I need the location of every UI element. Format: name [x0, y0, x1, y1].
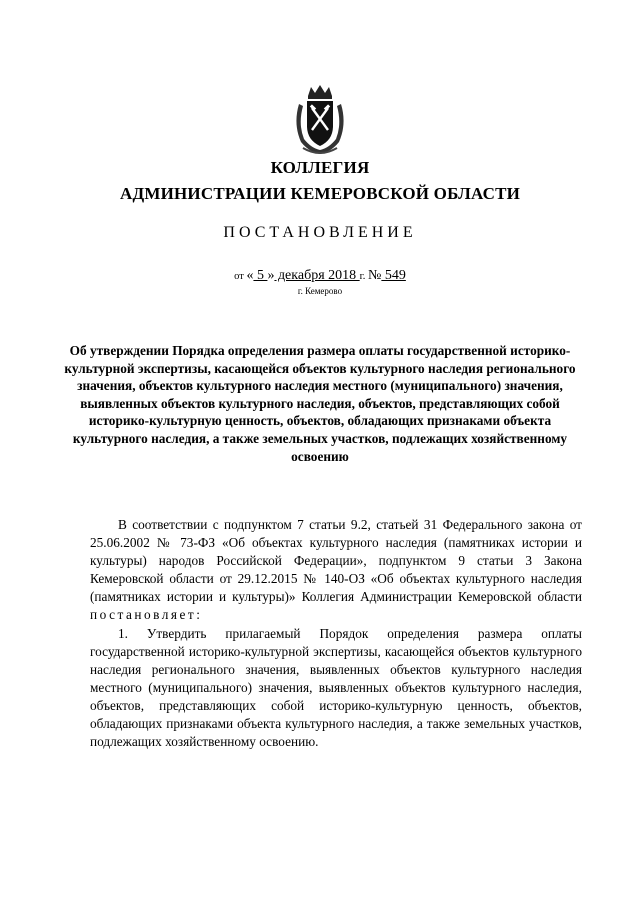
quote-open: «: [246, 268, 254, 283]
org-name-line2: АДМИНИСТРАЦИИ КЕМЕРОВСКОЙ ОБЛАСТИ: [119, 184, 521, 203]
document-number: 549: [381, 268, 406, 283]
org-name-line1: КОЛЛЕГИЯ: [270, 158, 370, 177]
preamble-text: В соответствии с подпунктом 7 статьи 9.2, статьей 31 Федерального закона от 25.06.2002 № 73-ФЗ «Об объектах культурного наследия (памятниках истории и культуры) народов Российской Федерации», подпунктом 9 статьи 3 Закона Кемеровской области от 29.12.2015 № 140-ОЗ «Об объектах культурного наследия (памятниках истории и культуры)» Коллегия Администрации Кемеровской области: [90, 517, 582, 605]
document-body: [90, 516, 582, 751]
quote-close: »: [267, 268, 275, 283]
document-title: Об утверждении Порядка определения размера оплаты государственной историко-культурной экспертизы, касающейся объектов культурного наследия регионального значения, объектов культурного наследия местного (муниципального) значения, выявленных объектов культурного наследия, объектов, представляющих собой историко-культурную ценность, объектов, обладающих признаками объекта культурного наследия, а также земельных участков, подлежащих хозяйственному освоению: [64, 343, 576, 464]
city: г. Кемерово: [297, 286, 343, 296]
date-month-year: декабря 2018: [274, 268, 360, 283]
document-type: ПОСТАНОВЛЕНИЕ: [223, 224, 417, 241]
date-day: 5: [253, 268, 268, 283]
resolves-word: постановляет:: [90, 607, 203, 623]
preamble-paragraph: [90, 516, 582, 625]
year-suffix: г.: [359, 271, 366, 282]
number-sign: №: [368, 268, 382, 283]
coat-of-arms-kemerovo-icon: [291, 84, 349, 156]
item-1-paragraph: 1. Утвердить прилагаемый Порядок определения размера оплаты государственной историко-культурной экспертизы, касающейся объектов культурного наследия регионального значения, выявленных объектов культурного наследия местного (муниципального) значения, выявленных объектов культурного наследия, объектов, представляющих собой историко-культурную ценность, объектов, обладающих признаками объекта культурного наследия, а также земельных участков, подлежащих хозяйственному освоению.: [90, 625, 582, 750]
coat-of-arms-emblem: [291, 84, 349, 156]
date-prefix: от: [234, 271, 244, 282]
date-number-line: [0, 268, 640, 284]
